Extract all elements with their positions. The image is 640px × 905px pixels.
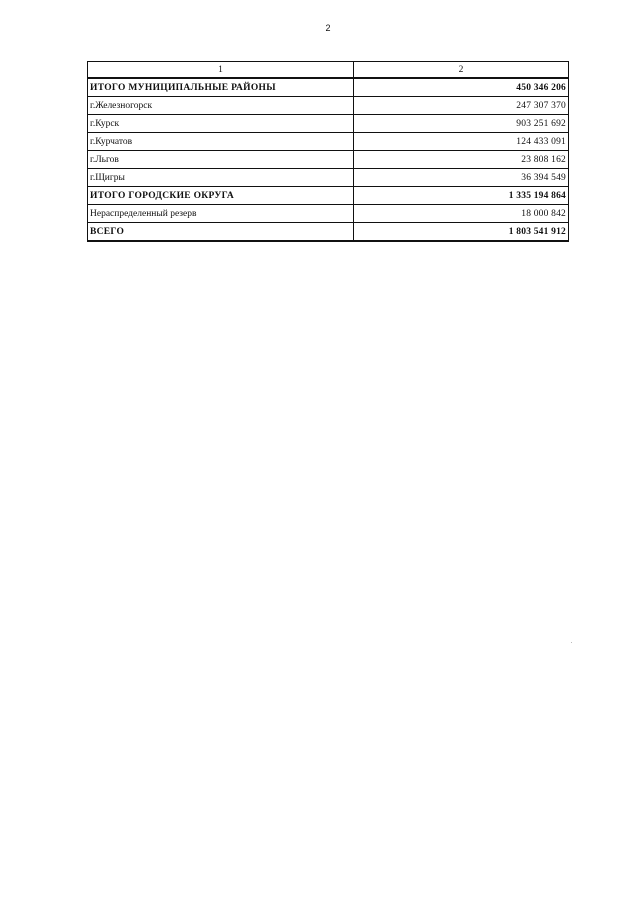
row-value: 247 307 370: [354, 97, 569, 115]
row-name: ВСЕГО: [88, 223, 354, 242]
table-row-lgov: [88, 151, 569, 169]
row-name: г.Щигры: [88, 169, 354, 187]
row-value: 1 803 541 912: [354, 223, 569, 242]
column-header-2: 2: [354, 62, 569, 79]
table-row-zheleznogorsk: [88, 97, 569, 115]
budget-distribution-table: [87, 61, 569, 242]
row-name: ИТОГО ГОРОДСКИЕ ОКРУГА: [88, 187, 354, 205]
row-value: 18 000 842: [354, 205, 569, 223]
row-value: 1 335 194 864: [354, 187, 569, 205]
row-value: 124 433 091: [354, 133, 569, 151]
row-value: 450 346 206: [354, 78, 569, 97]
table-row-kurchatov: [88, 133, 569, 151]
row-name: г.Железногорск: [88, 97, 354, 115]
table-header-row: [88, 62, 569, 79]
row-value: 903 251 692: [354, 115, 569, 133]
table-row-unallocated-reserve: [88, 205, 569, 223]
row-name: ИТОГО МУНИЦИПАЛЬНЫЕ РАЙОНЫ: [88, 78, 354, 97]
table-row-city-districts-total: [88, 187, 569, 205]
row-name: г.Курск: [88, 115, 354, 133]
row-name: Нераспределенный резерв: [88, 205, 354, 223]
page-number: 2: [325, 23, 331, 33]
table-row-kursk: [88, 115, 569, 133]
scan-speck: [571, 642, 572, 643]
table-row-municipal-districts-total: [88, 78, 569, 97]
column-header-1: 1: [88, 62, 354, 79]
table-row-shchigry: [88, 169, 569, 187]
row-value: 36 394 549: [354, 169, 569, 187]
row-name: г.Курчатов: [88, 133, 354, 151]
row-value: 23 808 162: [354, 151, 569, 169]
table-row-grand-total: [88, 223, 569, 242]
row-name: г.Льгов: [88, 151, 354, 169]
